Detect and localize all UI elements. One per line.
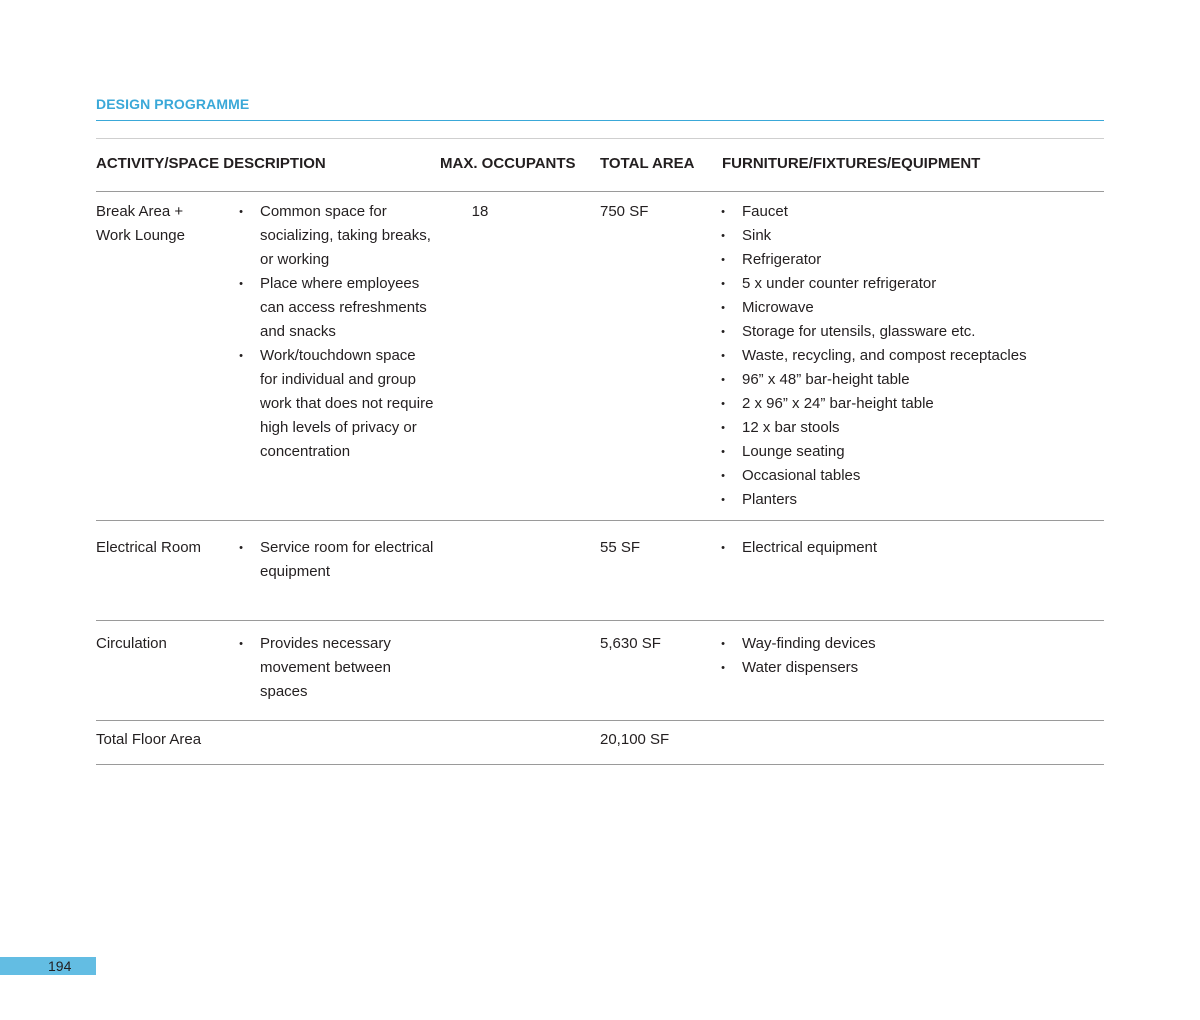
list-item: • 12 x bar stools — [718, 416, 1098, 440]
description-list — [236, 632, 436, 704]
table-top-rule — [96, 138, 1104, 139]
row-area: 5,630 SF — [600, 635, 661, 652]
bullet-icon: • — [239, 542, 243, 554]
row-description — [236, 200, 436, 464]
row-divider — [96, 720, 1104, 721]
table-row — [96, 632, 1104, 716]
list-item: • Electrical equipment — [718, 536, 1098, 560]
bullet-icon: • — [239, 278, 243, 290]
list-item: • Service room for electrical equipment — [236, 536, 436, 584]
list-item: • 2 x 96” x 24” bar-height table — [718, 392, 1098, 416]
bullet-icon: • — [721, 398, 725, 410]
row-furniture — [718, 200, 1098, 512]
row-area: 750 SF — [600, 203, 649, 220]
furniture-list — [718, 536, 1098, 560]
table-row-total — [96, 728, 1104, 760]
row-description — [236, 536, 436, 584]
list-item: • Way-finding devices — [718, 632, 1098, 656]
list-item: • Occasional tables — [718, 464, 1098, 488]
header-activity: ACTIVITY/SPACE DESCRIPTION — [96, 155, 326, 172]
row-area: 55 SF — [600, 539, 641, 556]
title-rule — [96, 120, 1104, 121]
bullet-icon: • — [721, 494, 725, 506]
list-item: • Refrigerator — [718, 248, 1098, 272]
row-furniture — [718, 632, 1098, 680]
bullet-icon: • — [721, 662, 725, 674]
table-row — [96, 536, 1104, 616]
bullet-icon: • — [721, 278, 725, 290]
bullet-icon: • — [721, 254, 725, 266]
list-item: • Planters — [718, 488, 1098, 512]
list-item: • Provides necessary movement between spaces — [236, 632, 436, 704]
list-item: • Water dispensers — [718, 656, 1098, 680]
list-item: • Lounge seating — [718, 440, 1098, 464]
page-number: 194 — [48, 958, 72, 974]
bullet-icon: • — [721, 374, 725, 386]
bullet-icon: • — [721, 206, 725, 218]
total-area: 20,100 SF — [600, 731, 670, 748]
header-area: TOTAL AREA — [600, 155, 695, 172]
list-item: • 96” x 48” bar-height table — [718, 368, 1098, 392]
section-title: DESIGN PROGRAMME — [96, 96, 250, 112]
list-item: • Place where employees can access refreshments and snacks — [236, 272, 436, 344]
table-header — [96, 155, 1104, 175]
description-list — [236, 200, 436, 464]
header-occupants: MAX. OCCUPANTS — [440, 155, 576, 172]
bullet-icon: • — [721, 326, 725, 338]
list-item: • 5 x under counter refrigerator — [718, 272, 1098, 296]
row-description — [236, 632, 436, 704]
table-row — [96, 200, 1104, 512]
header-rule — [96, 191, 1104, 192]
row-name: Break Area + Work Lounge — [96, 203, 185, 244]
list-item: • Work/touchdown space for individual and group work that does not require high levels of privacy or concentration — [236, 344, 436, 464]
description-list — [236, 536, 436, 584]
bullet-icon: • — [721, 230, 725, 242]
total-label: Total Floor Area — [96, 731, 202, 748]
bullet-icon: • — [721, 422, 725, 434]
bullet-icon: • — [239, 206, 243, 218]
bullet-icon: • — [721, 446, 725, 458]
bullet-icon: • — [721, 542, 725, 554]
header-furniture: FURNITURE/FIXTURES/EQUIPMENT — [722, 155, 981, 172]
bullet-icon: • — [721, 350, 725, 362]
bullet-icon: • — [721, 302, 725, 314]
row-divider — [96, 520, 1104, 521]
row-name: Circulation — [96, 635, 167, 652]
bullet-icon: • — [239, 638, 243, 650]
row-name: Electrical Room — [96, 539, 202, 556]
row-furniture — [718, 536, 1098, 560]
row-divider — [96, 620, 1104, 621]
furniture-list — [718, 200, 1098, 512]
row-occupants: 18 — [471, 203, 489, 220]
list-item: • Storage for utensils, glassware etc. — [718, 320, 1098, 344]
list-item: • Microwave — [718, 296, 1098, 320]
bullet-icon: • — [721, 470, 725, 482]
bullet-icon: • — [721, 638, 725, 650]
table-bottom-rule — [96, 764, 1104, 765]
list-item: • Faucet — [718, 200, 1098, 224]
furniture-list — [718, 632, 1098, 680]
list-item: • Common space for socializing, taking breaks, or working — [236, 200, 436, 272]
list-item: • Sink — [718, 224, 1098, 248]
list-item: • Waste, recycling, and compost receptacles — [718, 344, 1098, 368]
bullet-icon: • — [239, 350, 243, 362]
